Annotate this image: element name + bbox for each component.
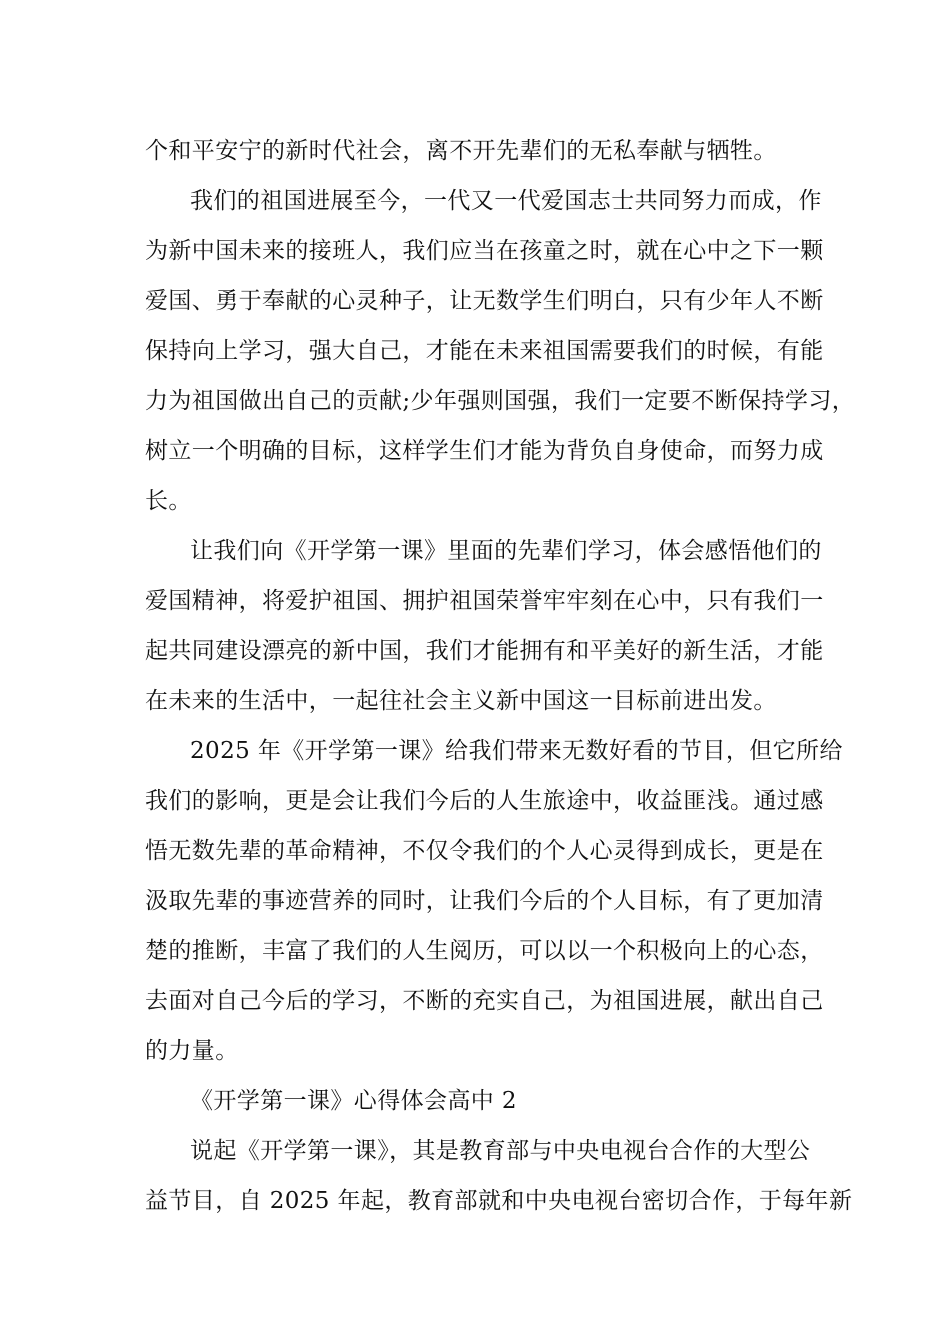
text-line-15: 悟无数先辈的革命精神，不仅令我们的个人心灵得到成长，更是在: [145, 838, 824, 864]
text-line-22: 益节目，自 2025 年起，教育部就和中央电视台密切合作，于每年新: [145, 1188, 853, 1214]
text-line-6: 力为祖国做出自己的贡献;少年强则国强，我们一定要不断保持学习，: [145, 388, 856, 414]
text-line-13: 2025 年《开学第一课》给我们带来无数好看的节目，但它所给: [190, 738, 843, 764]
text-line-5: 保持向上学习，强大自己，才能在未来祖国需要我们的时候，有能: [145, 338, 824, 364]
text-line-14: 我们的影响，更是会让我们今后的人生旅途中，收益匪浅。通过感: [145, 788, 824, 814]
section-heading: 《开学第一课》心得体会高中 2: [190, 1088, 517, 1114]
text-line-21: 说起《开学第一课》，其是教育部与中央电视台合作的大型公: [190, 1138, 811, 1164]
text-line-10: 爱国精神，将爱护祖国、拥护祖国荣誉牢牢刻在心中，只有我们一: [145, 588, 824, 614]
text-line-18: 去面对自己今后的学习，不断的充实自己，为祖国进展，献出自己: [145, 988, 824, 1014]
text-line-19: 的力量。: [145, 1038, 239, 1064]
text-line-16: 汲取先辈的事迹营养的同时，让我们今后的个人目标，有了更加清: [145, 888, 824, 914]
text-line-3: 为新中国未来的接班人，我们应当在孩童之时，就在心中之下一颗: [145, 238, 824, 264]
text-line-1: 个和平安宁的新时代社会，离不开先辈们的无私奉献与牺牲。: [145, 138, 777, 164]
text-line-11: 起共同建设漂亮的新中国，我们才能拥有和平美好的新生活，才能: [145, 638, 824, 664]
text-line-9: 让我们向《开学第一课》里面的先辈们学习，体会感悟他们的: [190, 538, 822, 564]
text-line-8: 长。: [145, 488, 192, 514]
text-line-12: 在未来的生活中，一起往社会主义新中国这一目标前进出发。: [145, 688, 777, 714]
text-line-17: 楚的推断，丰富了我们的人生阅历，可以以一个积极向上的心态，: [145, 938, 824, 964]
text-line-4: 爱国、勇于奉献的心灵种子，让无数学生们明白，只有少年人不断: [145, 288, 824, 314]
text-line-7: 树立一个明确的目标，这样学生们才能为背负自身使命，而努力成: [145, 438, 824, 464]
text-line-2: 我们的祖国进展至今，一代又一代爱国志士共同努力而成，作: [190, 188, 822, 214]
